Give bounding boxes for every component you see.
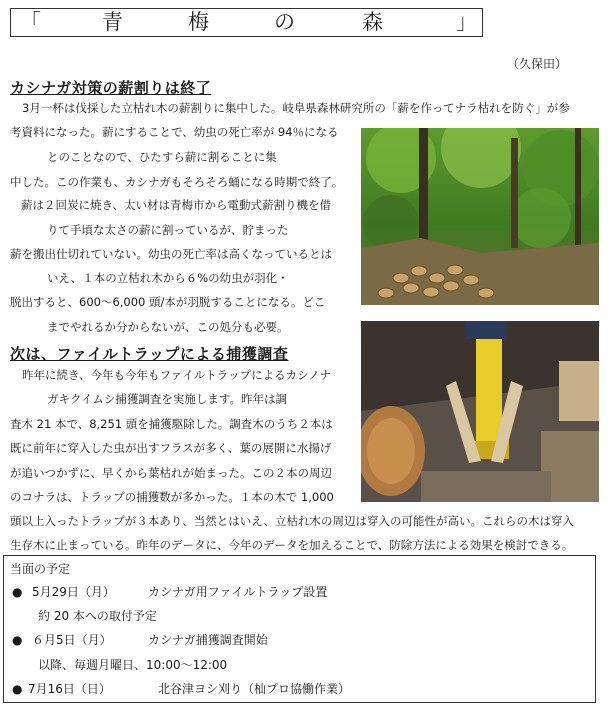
title-bracket-close: 」 [456,10,477,34]
title-bracket-open: 「 [20,10,41,34]
s2-line: のコナラは、トラップの捕獲数が多かった。１本の木で 1,000 [10,490,334,504]
schedule-text: カシナガ捕獲調査開始 [148,633,268,647]
schedule-heading: 当面の予定 [10,562,71,576]
title-char-1: 青 [102,10,123,34]
s2-line: ガキクイムシ捕獲調査を実施します。昨年は調 [47,392,288,406]
schedule-note: 以降、毎週月曜日、10:00～12:00 [38,658,228,672]
author: （久保田） [506,57,567,71]
s2-line: が追いつかずに、早くから葉枯れが始まった。この２本の周辺 [10,466,332,480]
title-char-3: の [274,10,295,34]
schedule-text: カシナガ用ファイルトラップ設置 [148,585,328,599]
section1-heading: カシナガ対策の薪割りは終了 [10,79,212,97]
s1-line: 薪を搬出仕切れていない。幼虫の死亡率は高くなっているとは [10,247,332,261]
schedule-date: 7月16日（日） [28,682,111,696]
s2-line: 生存木に止まっている。昨年のデータに、今年のデータを加えることで、防除方法による効果を検討できる。 [10,538,574,552]
s1-line: 薪は２回炭に焼き、太い材は青梅市から電動式薪割り機を借 [21,198,332,212]
s2-line: 昨年に続き、今年も今年もファイルトラップによるカシノナ [22,368,332,382]
section2-heading: 次は、ファイルトラップによる捕獲調査 [10,345,289,363]
title-char-4: 森 [362,10,383,34]
bullet-icon: ● [12,585,23,599]
s1-line: 3月一杯は伐採した立枯れ木の薪割りに集中した。岐阜県森林研究所の「薪を作ってナラ枯れを防ぐ」が参 [22,101,570,115]
schedule-text: 北谷津ヨシ刈り（杣プロ協働作業） [158,682,351,696]
s2-line: 査木 21 本で、8,251 頭を捕獲駆除した。調査木のうち２本は [10,417,333,431]
s1-line: りて手頃な太さの薪に割っているが、貯まった [47,223,289,237]
s2-line: 頭以上入ったトラップが３本あり、当然とはいえ、立枯れ木の周辺は穿入の可能性が高い。これらの木は穿入 [10,514,574,528]
s1-line: 考資料になった。薪にすることで、幼虫の死亡率が 94％になる [10,125,339,139]
schedule-note: 約 20 本への取付予定 [38,609,157,623]
schedule-date: ６月5日（月） [32,633,112,647]
s2-line: 既に前年に穿入した虫が出すフラスが多く、葉の展開に水揚げ [10,441,332,455]
forest-firewood-photo [361,128,599,305]
page-title [10,8,483,37]
s1-line: までやれるか分からないが、この処分も必要。 [47,320,289,334]
s1-line: いえ、１本の立枯れ木から６%の幼虫が羽化・ [47,271,289,285]
log-splitter-photo [361,321,599,502]
s1-line: 中した。この作業も、カシナガもそろそろ蛹になる時期で終了。 [10,175,344,189]
schedule-date: 5月29日（月） [32,585,115,599]
bullet-icon: ● [12,682,23,696]
s1-line: 脱出すると、600～6,000 頭/本が羽脱することになる。どこ [10,295,326,309]
s1-line: とのことなので、ひたすら薪に割ることに集 [47,150,277,164]
bullet-icon: ● [12,633,23,647]
title-char-2: 梅 [188,10,209,34]
